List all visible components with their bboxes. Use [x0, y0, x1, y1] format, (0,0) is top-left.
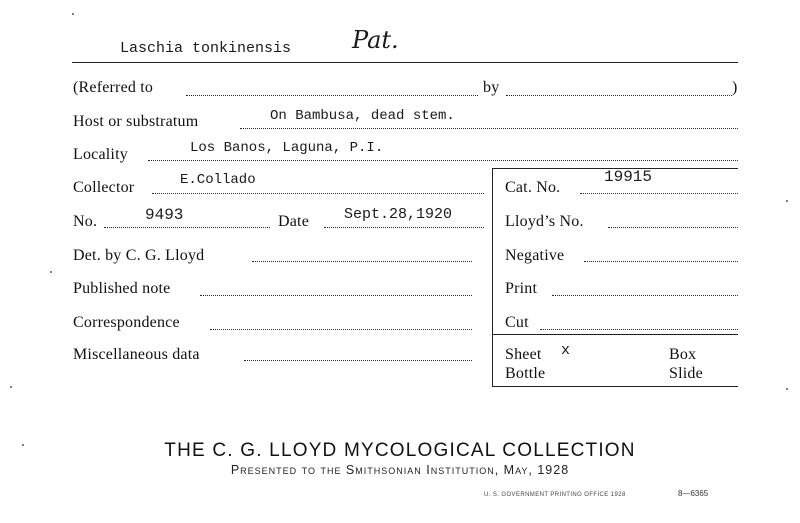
lloyds-no-label: Lloyd’s No. — [505, 213, 584, 230]
scan-speck — [786, 200, 788, 202]
collection-subtitle: Presented to the Smithsonian Institution, May, 1928 — [230, 463, 570, 477]
misc-label: Miscellaneous data — [73, 346, 200, 363]
cut-line — [540, 329, 738, 330]
by-line — [506, 95, 732, 96]
date-value: Sept.28,1920 — [344, 206, 453, 223]
close-paren: ) — [732, 79, 738, 96]
host-value: On Bambusa, dead stem. — [270, 108, 455, 124]
printing-office-imprint: U. S. GOVERNMENT PRINTING OFFICE 1928 — [484, 492, 626, 498]
det-by-line — [252, 261, 472, 262]
cat-no-line — [580, 193, 738, 194]
collector-value: E.Collado — [180, 172, 256, 188]
scan-speck — [22, 444, 24, 446]
author-handwritten: Pat. — [352, 26, 399, 54]
species-name: Laschia tonkinensis — [120, 40, 292, 57]
scan-speck — [50, 271, 52, 273]
det-by-label: Det. by C. G. Lloyd — [73, 247, 205, 264]
negative-line — [584, 261, 738, 262]
sheet-mark: x — [561, 342, 571, 359]
print-label: Print — [505, 280, 538, 297]
correspondence-label: Correspondence — [73, 314, 180, 331]
host-line — [240, 128, 738, 129]
date-label: Date — [278, 213, 310, 230]
collector-line — [152, 193, 484, 194]
cat-no-label: Cat. No. — [505, 179, 561, 196]
referred-to-label: (Referred to — [73, 79, 154, 96]
name-underline — [72, 62, 738, 63]
host-label: Host or substratum — [73, 113, 199, 130]
box-divider — [492, 334, 738, 335]
number-value: 9493 — [145, 206, 184, 224]
box-bottom-border — [492, 386, 738, 387]
locality-value: Los Banos, Laguna, P.I. — [190, 140, 384, 156]
cut-label: Cut — [505, 314, 529, 331]
locality-label: Locality — [73, 146, 128, 163]
scan-speck — [786, 388, 788, 390]
collector-label: Collector — [73, 179, 135, 196]
slide-label: Slide — [669, 365, 703, 382]
published-note-line — [200, 295, 472, 296]
no-label: No. — [73, 213, 98, 230]
correspondence-line — [210, 329, 472, 330]
scan-speck — [72, 13, 74, 15]
referred-to-line — [186, 95, 478, 96]
collection-title: THE C. G. LLOYD MYCOLOGICAL COLLECTION — [164, 440, 636, 461]
form-number: 8—6365 — [678, 489, 709, 498]
bottle-label: Bottle — [505, 365, 546, 382]
lloyds-no-line — [608, 227, 738, 228]
locality-line — [148, 160, 738, 161]
number-line — [104, 227, 270, 228]
print-line — [552, 295, 738, 296]
by-label: by — [483, 79, 500, 96]
negative-label: Negative — [505, 247, 565, 264]
scan-speck — [10, 386, 12, 388]
date-line — [324, 227, 484, 228]
sheet-label: Sheet — [505, 346, 542, 363]
box-left-border — [492, 168, 493, 386]
misc-line — [244, 360, 472, 361]
cat-no-value: 19915 — [604, 168, 653, 186]
published-note-label: Published note — [73, 280, 171, 297]
box-label: Box — [669, 346, 697, 363]
